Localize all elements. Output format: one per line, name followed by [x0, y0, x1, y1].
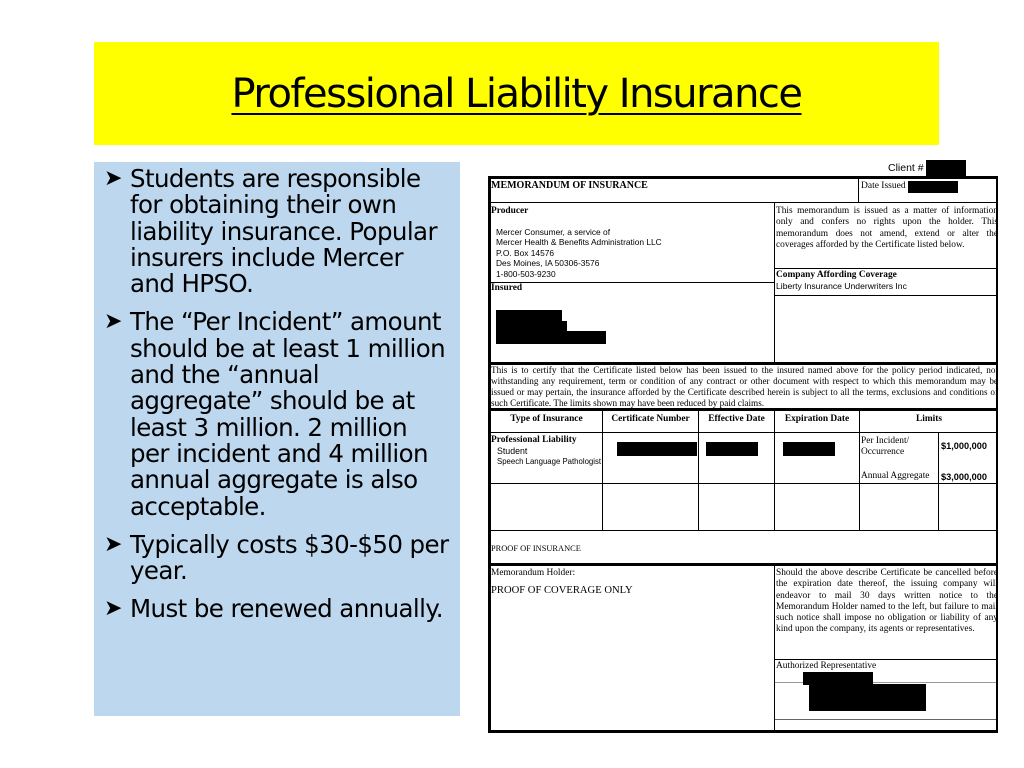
bullet-text: Students are responsible for obtaining their own liability insurance. Popular insurers include Mercer and HPSO. [130, 164, 437, 299]
title-banner [94, 42, 939, 145]
limit-per-incident-value: $1,000,000 [941, 441, 987, 451]
redaction-block [496, 331, 606, 344]
client-number [888, 160, 966, 176]
insured-label: Insured [491, 283, 523, 293]
holder-value: PROOF OF COVERAGE ONLY [491, 585, 633, 596]
cancellation-notice: Should the above describe Certificate be cancelled before the expiration date thereof, the issuing company will endeavor to mail 30 days written notice to the Memorandum Holder named to the left, but failure to mail such notice shall impose no obligation or liability of any kind upon the company, its agents or representatives. [776, 568, 998, 635]
bullet-text: Typically costs $30-$50 per year. [130, 529, 449, 586]
bullet-item [104, 529, 452, 586]
company-label: Company Affording Coverage [776, 270, 897, 280]
certify-text: This is to certify that the Certificate listed below has been issued to the insured named above for the policy period indicated, not withstanding any requirement, term or condition of any contract or other document with respect to which this memorandum may be issued or may pertain, the insurance afforded by the Certificate described herein is subject to all the terms, exclusions and conditions of such Certificate. The limits shown may have been reduced by paid claims. [491, 365, 998, 408]
date-issued-label: Date Issued [861, 181, 906, 192]
bullet-panel [94, 162, 460, 716]
limit-per-incident-label: Per Incident/ Occurrence [861, 436, 910, 458]
slide-title: Professional Liability Insurance [231, 70, 802, 117]
client-label: Client # [888, 162, 924, 174]
bullet-text: The “Per Incident” amount should be at least 1 million and the “annual aggregate” should be at least 3 million. 2 million per incident and 4 million annual aggregate is also acceptable. [130, 307, 446, 521]
expiration-date-redacted [783, 442, 835, 456]
col-header-limits: Limits [915, 414, 943, 424]
col-header-type: Type of Insurance [510, 414, 583, 424]
bullet-text: Must be renewed annually. [130, 594, 443, 624]
col-header-effective: Effective Date [708, 414, 765, 424]
signature-redacted [809, 684, 926, 711]
date-issued [861, 181, 958, 193]
bullet-item [104, 309, 452, 519]
company-name: Liberty Insurance Underwriters Inc [776, 281, 907, 291]
limit-aggregate-value: $3,000,000 [941, 472, 987, 482]
arrowhead-bullet-icon: ➤ [104, 166, 122, 191]
arrowhead-bullet-icon: ➤ [104, 309, 122, 335]
bullet-item [104, 596, 452, 622]
holder-label: Memorandum Holder: [491, 568, 576, 578]
col-header-cert: Certificate Number [611, 414, 690, 424]
redaction-block [908, 181, 958, 193]
col-header-expiration: Expiration Date [784, 414, 850, 424]
producer-address: Mercer Consumer, a service of Mercer Health & Benefits Administration LLC P.O. Box 14576 Des Moines, IA 50306-3576 1-800-503-9230 [496, 227, 662, 279]
proof-label: PROOF OF INSURANCE [491, 544, 581, 553]
memo-disclaimer: This memorandum is issued as a matter of information only and confers no rights upon the holder. This memorandum does not amend, extend or alter the coverages afforded by the Certificate listed below. [776, 206, 998, 251]
bullet-item [104, 166, 452, 297]
limit-aggregate-label: Annual Aggregate [861, 471, 930, 481]
redaction-block [926, 160, 966, 176]
producer-label: Producer [491, 206, 529, 216]
effective-date-redacted [706, 442, 758, 456]
arrowhead-bullet-icon: ➤ [104, 596, 122, 622]
certificate-number-redacted [617, 442, 697, 456]
memorandum-document [488, 176, 998, 733]
auth-rep-label: Authorized Representative [776, 661, 877, 671]
memo-heading: MEMORANDUM OF INSURANCE [491, 180, 648, 191]
coverage-row: Professional Liability Student Speech Language Pathologist [491, 435, 602, 467]
arrowhead-bullet-icon: ➤ [104, 531, 122, 557]
